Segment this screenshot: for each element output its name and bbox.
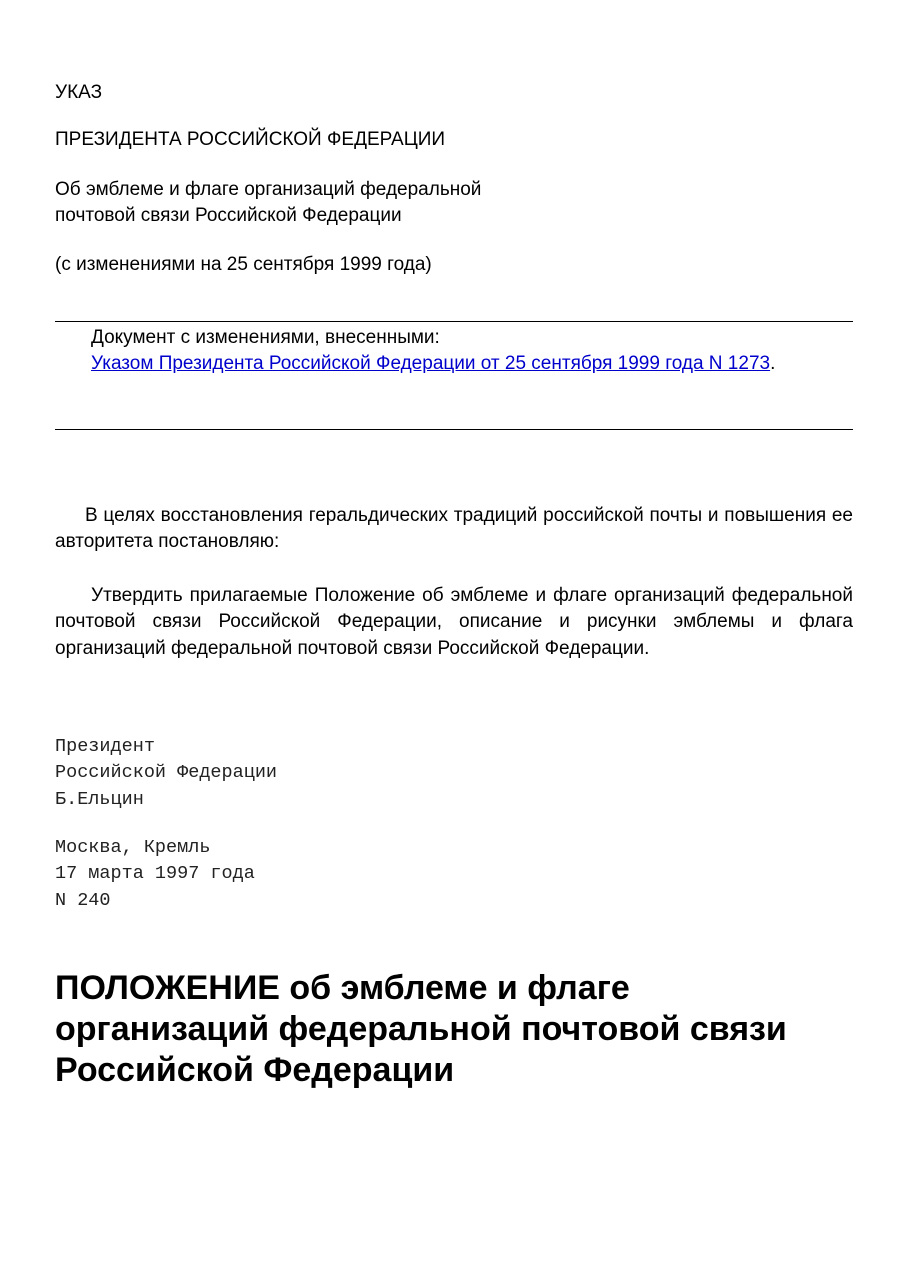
document-issuer: ПРЕЗИДЕНТА РОССИЙСКОЙ ФЕДЕРАЦИИ [55, 129, 446, 150]
subject-line-2: почтовой связи Российской Федерации [55, 205, 402, 226]
changes-intro: Документ с изменениями, внесенными: [91, 327, 440, 348]
document-type: УКАЗ [55, 82, 103, 103]
document-subject [55, 177, 481, 229]
signatory-title-line-2: Российской Федерации [55, 762, 278, 784]
issue-number: N 240 [55, 889, 111, 911]
preamble-paragraph: В целях восстановления геральдических традиций российской почты и повышения ее авторитета постановляю: [55, 505, 853, 553]
issue-place: Москва, Кремль [55, 837, 211, 858]
amendment-note: (с изменениями на 25 сентября 1999 года) [55, 254, 432, 275]
divider-top [55, 321, 853, 322]
changes-box [55, 325, 853, 377]
amending-decree-link[interactable]: Указом Президента Российской Федерации от 25 сентября 1999 года N 1273 [91, 353, 771, 374]
signatory-title-line-1: Президент [55, 736, 155, 757]
issue-details [55, 835, 255, 914]
issue-date: 17 марта 1997 года [55, 863, 255, 885]
subject-line-1: Об эмблеме и флаге организаций федеральной [55, 179, 482, 200]
signature-block [55, 734, 277, 813]
divider-bottom [55, 429, 853, 430]
annex-title: ПОЛОЖЕНИЕ об эмблеме и флаге организаций федеральной почтовой связи Российской Федерации [55, 969, 787, 1089]
changes-reference-trailing: . [770, 353, 776, 374]
signatory-name: Б.Ельцин [55, 788, 144, 810]
changes-reference [55, 351, 853, 377]
resolution-paragraph: Утвердить прилагаемые Положение об эмблеме и флаге организаций федеральной почтовой связи Российской Федерации, описание и рисунки эмблемы и флага организаций федеральной почтовой связи Российской Федерации. [55, 585, 853, 659]
